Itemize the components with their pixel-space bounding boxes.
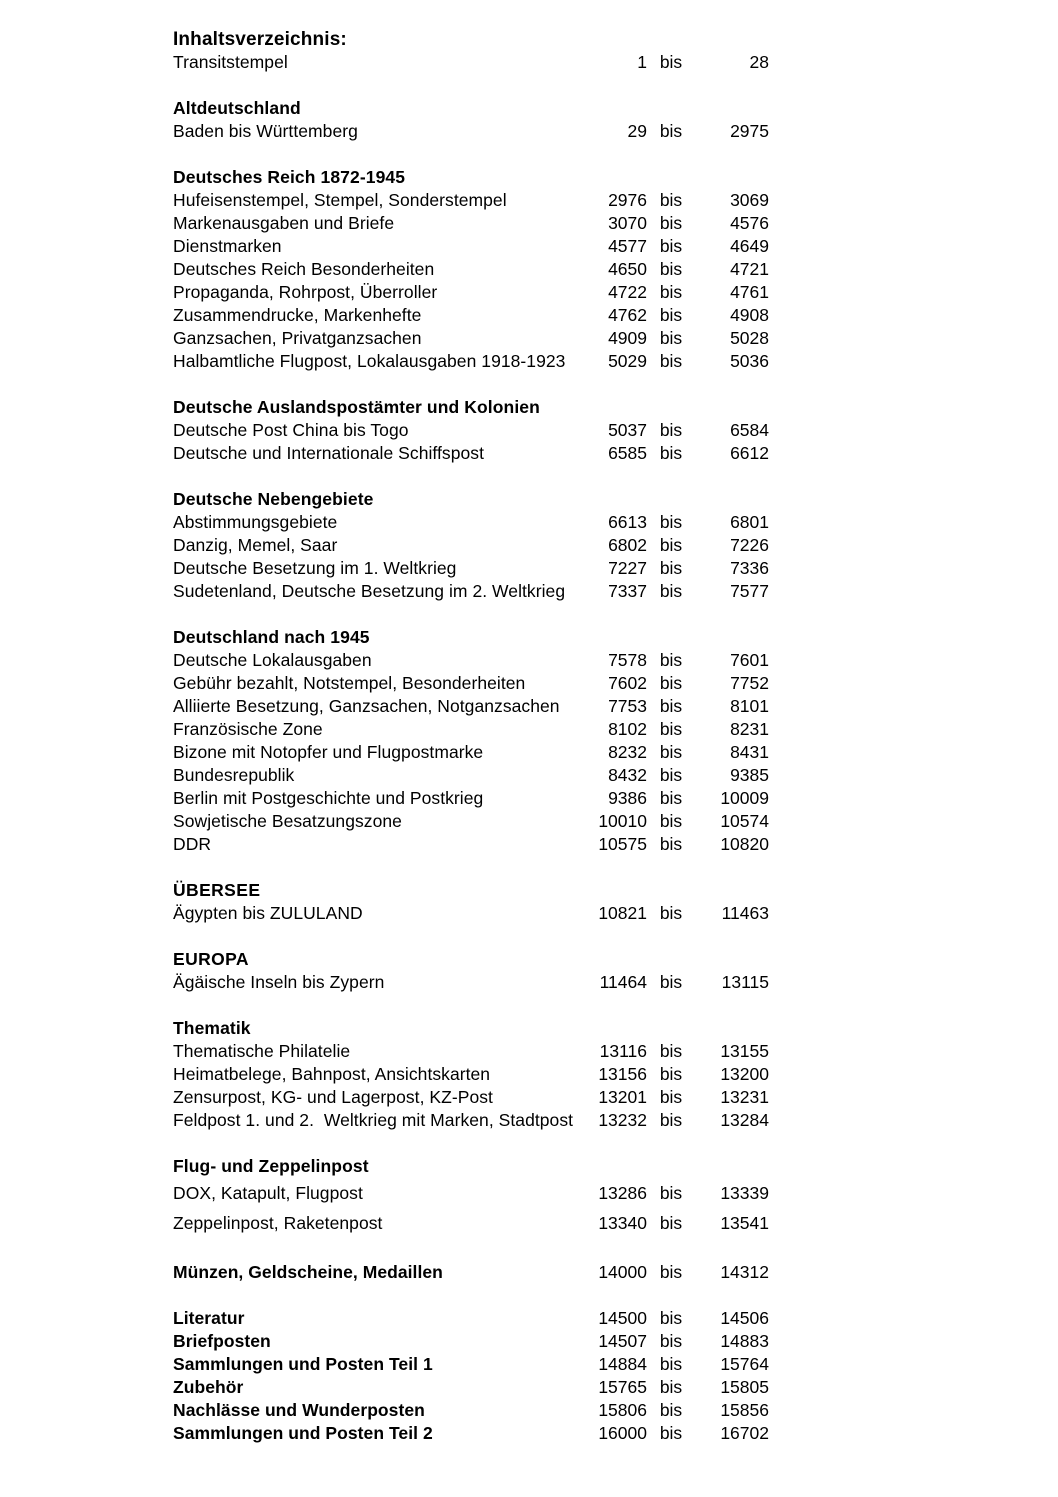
- entry-lot-from: 6613: [608, 512, 647, 532]
- entry-lot-to: 7601: [730, 650, 769, 670]
- entry-lot-to: 13200: [720, 1064, 769, 1084]
- entry-lot-to: 7336: [730, 558, 769, 578]
- entry-label: Ganzsachen, Privatganzsachen: [173, 328, 422, 348]
- entry-lot-to: 11463: [721, 903, 769, 923]
- toc-section: [173, 626, 769, 856]
- entry-label: DDR: [173, 834, 212, 854]
- entry-label: Deutsches Reich Besonderheiten: [173, 259, 435, 279]
- entry-range-separator: bis: [659, 834, 683, 854]
- toc-section: [173, 97, 769, 143]
- toc-entry-row: [173, 120, 769, 143]
- toc-entry-row: [173, 1399, 769, 1422]
- entry-lot-to: 10009: [720, 788, 769, 808]
- section-heading: Deutsches Reich 1872-1945: [173, 167, 406, 187]
- entry-lot-to: 15805: [720, 1377, 769, 1397]
- toc-section: [173, 1155, 769, 1238]
- entry-label: Sammlungen und Posten Teil 1: [173, 1354, 433, 1374]
- entry-range-separator: bis: [659, 1262, 683, 1282]
- entry-label: Nachlässe und Wunderposten: [173, 1400, 425, 1420]
- entry-lot-from: 10821: [598, 903, 647, 923]
- entry-label: Bizone mit Notopfer und Flugpostmarke: [173, 742, 484, 762]
- entry-lot-to: 3069: [730, 190, 769, 210]
- entry-range-separator: bis: [659, 420, 683, 440]
- entry-lot-from: 4762: [608, 305, 647, 325]
- entry-range-separator: bis: [659, 1064, 683, 1084]
- entry-lot-to: 6612: [730, 443, 769, 463]
- entry-range-separator: bis: [659, 765, 683, 785]
- toc-entry-row: [173, 810, 769, 833]
- entry-lot-from: 7227: [608, 558, 647, 578]
- section-heading: ÜBERSEE: [173, 880, 261, 900]
- toc-entry-row: [173, 741, 769, 764]
- toc-entry-row: [173, 695, 769, 718]
- entry-lot-from: 14000: [598, 1262, 647, 1282]
- entry-lot-from: 13340: [598, 1213, 647, 1233]
- entry-lot-to: 8431: [730, 742, 769, 762]
- entry-lot-from: 2976: [608, 190, 647, 210]
- toc-entry-row: [173, 902, 769, 925]
- entry-lot-from: 7602: [608, 673, 647, 693]
- toc-entry-row: [173, 534, 769, 557]
- entry-range-separator: bis: [659, 742, 683, 762]
- entry-range-separator: bis: [659, 1331, 683, 1351]
- toc-block-list: [173, 51, 769, 1445]
- entry-lot-to: 10820: [720, 834, 769, 854]
- entry-lot-from: 4722: [608, 282, 647, 302]
- toc-entry-row: [173, 212, 769, 235]
- toc-entry-row: [173, 764, 769, 787]
- entry-range-separator: bis: [659, 719, 683, 739]
- entry-label: Deutsche und Internationale Schiffspost: [173, 443, 484, 463]
- entry-lot-from: 11464: [599, 972, 647, 992]
- entry-range-separator: bis: [659, 121, 683, 141]
- entry-lot-from: 15806: [598, 1400, 647, 1420]
- entry-range-separator: bis: [659, 1183, 683, 1203]
- section-heading: Thematik: [173, 1018, 251, 1038]
- toc-entry-row: [173, 1353, 769, 1376]
- entry-lot-to: 4721: [730, 259, 769, 279]
- page-title: Inhaltsverzeichnis:: [173, 29, 347, 50]
- entry-lot-from: 15765: [598, 1377, 647, 1397]
- toc-section: [173, 166, 769, 373]
- toc-section: [173, 396, 769, 465]
- entry-lot-to: 13284: [720, 1110, 769, 1130]
- entry-range-separator: bis: [659, 696, 683, 716]
- entry-label: Hufeisenstempel, Stempel, Sonderstempel: [173, 190, 507, 210]
- entry-lot-from: 5037: [608, 420, 647, 440]
- entry-label: Deutsche Lokalausgaben: [173, 650, 372, 670]
- entry-range-separator: bis: [659, 1110, 683, 1130]
- toc-section: [173, 948, 769, 994]
- entry-range-separator: bis: [659, 558, 683, 578]
- entry-lot-to: 14506: [720, 1308, 769, 1328]
- entry-lot-to: 13155: [720, 1041, 769, 1061]
- entry-lot-from: 14507: [598, 1331, 647, 1351]
- entry-lot-to: 13231: [720, 1087, 769, 1107]
- toc-entry-row: [173, 718, 769, 741]
- section-heading: Deutschland nach 1945: [173, 627, 370, 647]
- entry-lot-to: 13115: [721, 972, 769, 992]
- entry-lot-to: 28: [749, 52, 769, 72]
- entry-label: Deutsche Post China bis Togo: [173, 420, 409, 440]
- entry-lot-to: 5028: [730, 328, 769, 348]
- entry-label: Thematische Philatelie: [173, 1041, 351, 1061]
- entry-lot-to: 5036: [730, 351, 769, 371]
- entry-lot-to: 7226: [730, 535, 769, 555]
- entry-range-separator: bis: [659, 811, 683, 831]
- entry-lot-from: 7578: [608, 650, 647, 670]
- entry-label: Alliierte Besetzung, Ganzsachen, Notganzsachen: [173, 696, 560, 716]
- section-heading: Deutsche Nebengebiete: [173, 489, 374, 509]
- section-heading: Deutsche Auslandspostämter und Kolonien: [173, 397, 540, 417]
- entry-lot-from: 13201: [598, 1087, 647, 1107]
- entry-label: Deutsche Besetzung im 1. Weltkrieg: [173, 558, 457, 578]
- entry-lot-from: 7337: [608, 581, 647, 601]
- entry-range-separator: bis: [659, 1213, 683, 1233]
- entry-lot-to: 14883: [720, 1331, 769, 1351]
- entry-range-separator: bis: [659, 213, 683, 233]
- entry-lot-from: 29: [627, 121, 647, 141]
- toc-section: [173, 879, 769, 925]
- entry-lot-from: 13286: [598, 1183, 647, 1203]
- entry-label: Sudetenland, Deutsche Besetzung im 2. Weltkrieg: [173, 581, 566, 601]
- entry-lot-from: 9386: [608, 788, 647, 808]
- toc-entry-row: [173, 1086, 769, 1109]
- entry-range-separator: bis: [659, 1400, 683, 1420]
- entry-lot-from: 6585: [608, 443, 647, 463]
- toc-entry-row: [173, 1208, 769, 1238]
- section-heading: EUROPA: [173, 949, 249, 969]
- entry-lot-from: 4577: [608, 236, 647, 256]
- entry-range-separator: bis: [659, 1354, 683, 1374]
- entry-lot-from: 3070: [608, 213, 647, 233]
- entry-range-separator: bis: [659, 1308, 683, 1328]
- entry-range-separator: bis: [659, 328, 683, 348]
- entry-label: Ägäische Inseln bis Zypern: [173, 972, 385, 992]
- toc-entry-row: [173, 281, 769, 304]
- entry-lot-to: 14312: [720, 1262, 769, 1282]
- entry-label: Feldpost 1. und 2. Weltkrieg mit Marken, Stadtpost: [173, 1110, 574, 1130]
- toc-entry-row: [173, 1261, 769, 1284]
- entry-label: Markenausgaben und Briefe: [173, 213, 395, 233]
- table-of-contents: [173, 28, 769, 1445]
- entry-range-separator: bis: [659, 1041, 683, 1061]
- toc-entry-row: [173, 833, 769, 856]
- entry-lot-to: 4649: [730, 236, 769, 256]
- entry-range-separator: bis: [659, 52, 683, 72]
- entry-lot-from: 14500: [598, 1308, 647, 1328]
- toc-entry-row: [173, 350, 769, 373]
- entry-label: Sowjetische Besatzungszone: [173, 811, 402, 831]
- entry-label: Halbamtliche Flugpost, Lokalausgaben 1918-1923: [173, 351, 566, 371]
- entry-lot-to: 4576: [730, 213, 769, 233]
- toc-entry-row: [173, 1178, 769, 1208]
- entry-range-separator: bis: [659, 190, 683, 210]
- entry-range-separator: bis: [659, 650, 683, 670]
- toc-entry-row: [173, 511, 769, 534]
- entry-range-separator: bis: [659, 972, 683, 992]
- section-heading: Flug- und Zeppelinpost: [173, 1156, 369, 1176]
- toc-entry-row: [173, 258, 769, 281]
- section-heading: Altdeutschland: [173, 98, 301, 118]
- entry-label: Literatur: [173, 1308, 245, 1328]
- entry-lot-to: 6801: [730, 512, 769, 532]
- entry-lot-to: 10574: [720, 811, 769, 831]
- entry-range-separator: bis: [659, 236, 683, 256]
- entry-lot-to: 7752: [730, 673, 769, 693]
- entry-range-separator: bis: [659, 1423, 683, 1443]
- entry-label: Bundesrepublik: [173, 765, 295, 785]
- entry-lot-from: 4650: [608, 259, 647, 279]
- entry-lot-to: 15856: [720, 1400, 769, 1420]
- toc-entry-row: [173, 304, 769, 327]
- entry-lot-from: 5029: [608, 351, 647, 371]
- entry-label: Abstimmungsgebiete: [173, 512, 338, 532]
- entry-range-separator: bis: [659, 305, 683, 325]
- entry-label: Gebühr bezahlt, Notstempel, Besonderheiten: [173, 673, 526, 693]
- entry-lot-from: 13156: [598, 1064, 647, 1084]
- toc-entry-row: [173, 672, 769, 695]
- toc-entry-row: [173, 1040, 769, 1063]
- toc-section: [173, 488, 769, 603]
- entry-range-separator: bis: [659, 259, 683, 279]
- entry-lot-from: 8232: [608, 742, 647, 762]
- entry-lot-from: 13232: [598, 1110, 647, 1130]
- toc-section: [173, 1261, 769, 1284]
- entry-range-separator: bis: [659, 1087, 683, 1107]
- toc-entry-row: [173, 580, 769, 603]
- entry-range-separator: bis: [659, 512, 683, 532]
- entry-range-separator: bis: [659, 443, 683, 463]
- entry-range-separator: bis: [659, 581, 683, 601]
- toc-entry-row: [173, 649, 769, 672]
- entry-label: Zubehör: [173, 1377, 244, 1397]
- entry-label: Ägypten bis ZULULAND: [173, 903, 363, 923]
- entry-lot-from: 13116: [599, 1041, 647, 1061]
- entry-lot-from: 7753: [608, 696, 647, 716]
- entry-label: Berlin mit Postgeschichte und Postkrieg: [173, 788, 484, 808]
- entry-lot-from: 8102: [608, 719, 647, 739]
- entry-label: Dienstmarken: [173, 236, 282, 256]
- entry-lot-to: 13339: [720, 1183, 769, 1203]
- entry-lot-from: 10575: [598, 834, 647, 854]
- toc-entry-row: [173, 189, 769, 212]
- entry-lot-from: 4909: [608, 328, 647, 348]
- entry-lot-to: 15764: [720, 1354, 769, 1374]
- entry-label: Münzen, Geldscheine, Medaillen: [173, 1262, 443, 1282]
- entry-lot-from: 8432: [608, 765, 647, 785]
- toc-entry-row: [173, 971, 769, 994]
- entry-range-separator: bis: [659, 903, 683, 923]
- entry-range-separator: bis: [659, 535, 683, 555]
- toc-entry-row: [173, 1307, 769, 1330]
- entry-label: Danzig, Memel, Saar: [173, 535, 338, 555]
- entry-range-separator: bis: [659, 1377, 683, 1397]
- entry-lot-to: 8231: [730, 719, 769, 739]
- toc-section: [173, 51, 769, 74]
- entry-label: DOX, Katapult, Flugpost: [173, 1183, 363, 1203]
- entry-label: Zensurpost, KG- und Lagerpost, KZ-Post: [173, 1087, 493, 1107]
- toc-entry-row: [173, 1376, 769, 1399]
- entry-lot-from: 10010: [598, 811, 647, 831]
- entry-label: Heimatbelege, Bahnpost, Ansichtskarten: [173, 1064, 491, 1084]
- entry-label: Briefposten: [173, 1331, 271, 1351]
- entry-range-separator: bis: [659, 351, 683, 371]
- entry-lot-from: 14884: [598, 1354, 647, 1374]
- entry-lot-from: 16000: [598, 1423, 647, 1443]
- toc-entry-row: [173, 1063, 769, 1086]
- entry-label: Französische Zone: [173, 719, 323, 739]
- entry-range-separator: bis: [659, 788, 683, 808]
- entry-label: Sammlungen und Posten Teil 2: [173, 1423, 433, 1443]
- entry-lot-from: 1: [637, 52, 647, 72]
- toc-entry-row: [173, 442, 769, 465]
- entry-label: Transitstempel: [173, 52, 288, 72]
- entry-range-separator: bis: [659, 673, 683, 693]
- toc-entry-row: [173, 1422, 769, 1445]
- entry-lot-to: 16702: [720, 1423, 769, 1443]
- entry-lot-to: 8101: [730, 696, 769, 716]
- entry-label: Zusammendrucke, Markenhefte: [173, 305, 422, 325]
- entry-label: Propaganda, Rohrpost, Überroller: [173, 282, 438, 302]
- toc-entry-row: [173, 557, 769, 580]
- entry-lot-from: 6802: [608, 535, 647, 555]
- toc-entry-row: [173, 1109, 769, 1132]
- toc-entry-row: [173, 51, 769, 74]
- entry-lot-to: 4761: [730, 282, 769, 302]
- toc-entry-row: [173, 419, 769, 442]
- entry-lot-to: 4908: [730, 305, 769, 325]
- entry-range-separator: bis: [659, 282, 683, 302]
- entry-lot-to: 13541: [720, 1213, 769, 1233]
- toc-entry-row: [173, 327, 769, 350]
- entry-lot-to: 7577: [730, 581, 769, 601]
- entry-lot-to: 6584: [730, 420, 769, 440]
- entry-label: Zeppelinpost, Raketenpost: [173, 1213, 383, 1233]
- entry-lot-to: 2975: [730, 121, 769, 141]
- toc-section: [173, 1017, 769, 1132]
- entry-lot-to: 9385: [730, 765, 769, 785]
- toc-entry-row: [173, 235, 769, 258]
- toc-entry-row: [173, 1330, 769, 1353]
- toc-section: [173, 1307, 769, 1445]
- toc-entry-row: [173, 787, 769, 810]
- entry-label: Baden bis Württemberg: [173, 121, 358, 141]
